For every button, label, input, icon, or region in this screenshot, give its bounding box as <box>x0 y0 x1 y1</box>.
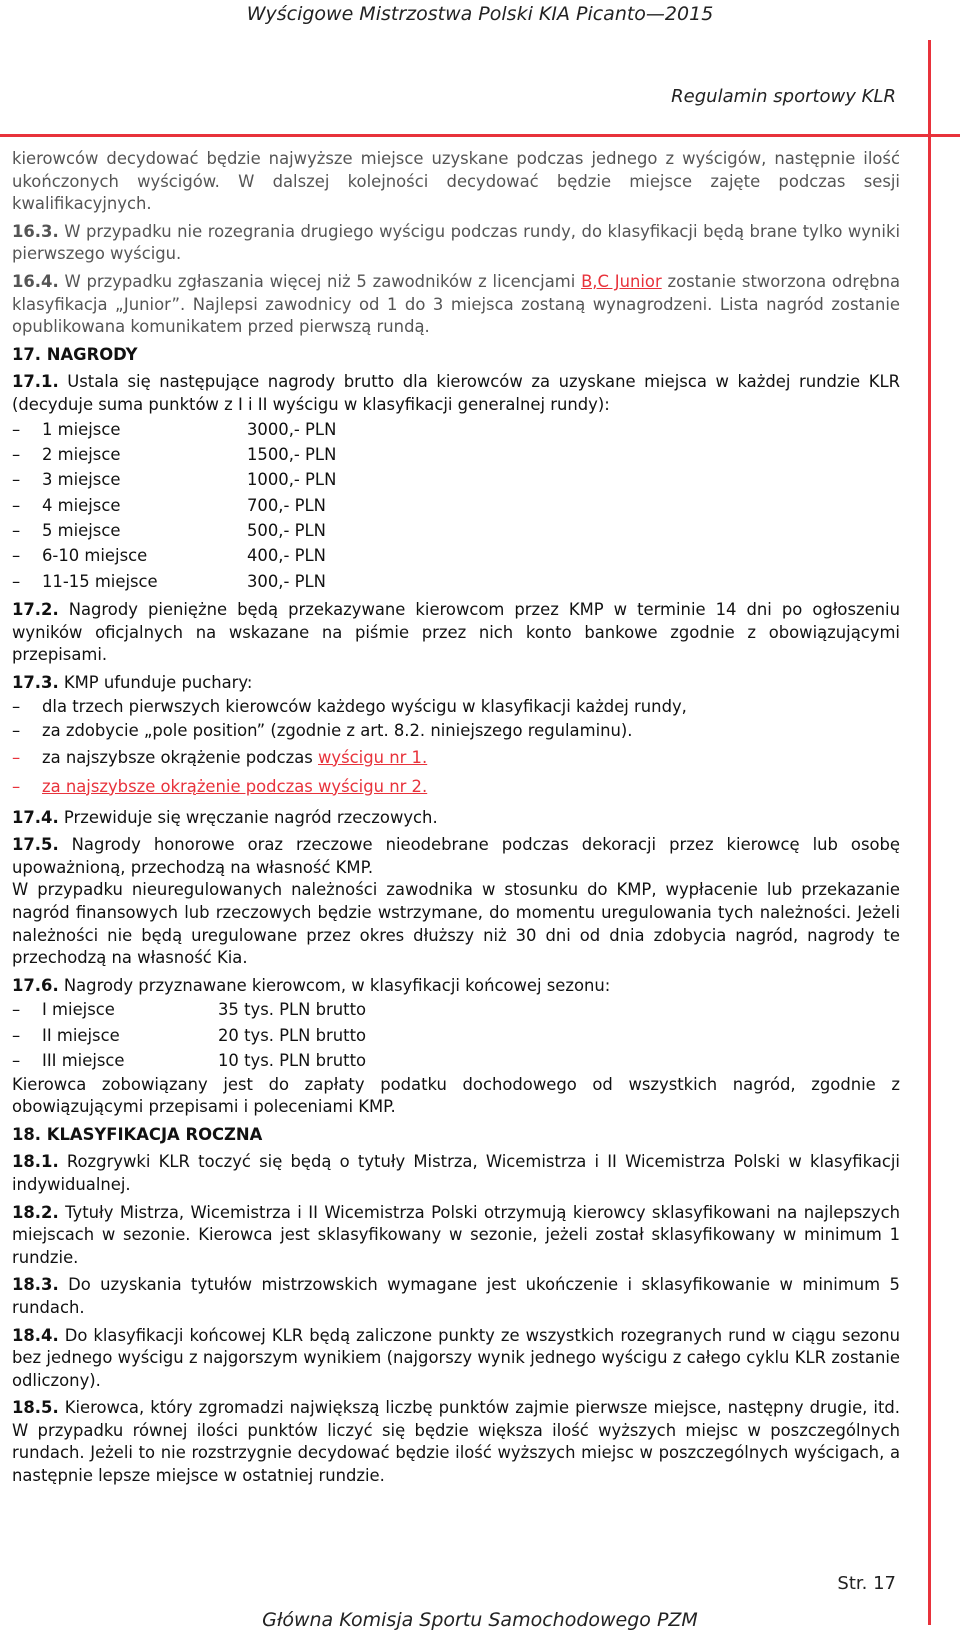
paragraph-text: KMP ufunduje puchary: <box>58 673 253 693</box>
paragraph-text: Kierowca, który zgromadzi największą liczbę punktów zajmie pierwsze miejsce, następny drugie, itd. W przypadku równej ilości punktów liczyć się będzie większa ilość wyższych miejsc w poszczególnych rundach. Jeżeli to nie rozstrzygnie decydować będzie ilość wyższych miejsc w poszczególnych wyścigach, a następnie lepsze miejsce w ostatniej rundzie. <box>12 1398 900 1486</box>
list-item <box>12 772 900 802</box>
list-item <box>12 719 900 744</box>
junior-license-link[interactable]: B,C Junior <box>581 271 662 291</box>
document-body <box>12 148 900 1493</box>
red-horizontal-rule <box>0 134 960 137</box>
dash-bullet-icon: – <box>12 546 21 566</box>
paragraph-18-2 <box>12 1202 900 1270</box>
paragraph-text: Nagrody przyznawane kierowcom, w klasyfikacji końcowej sezonu: <box>58 975 611 995</box>
paragraph-16-4 <box>12 271 900 339</box>
paragraph-16-3 <box>12 221 900 266</box>
dash-bullet-icon: – <box>12 521 21 541</box>
paragraph-text: zostanie stworzona odrębna klasyfikacja „Junior”. Najlepsi zawodnicy od 1 do 3 miejsca zostaną wynagrodzeni. Lista nagród zostanie opublikowana komunikatem przed pierwszą rundą. <box>12 271 901 337</box>
paragraph-text: Do klasyfikacji końcowej KLR będą zaliczone punkty ze wszystkich rozegranych rund w ciągu sezonu bez jednego wyścigu z najgorszym wynikiem (najgorszy wynik jednego wyścigu z całego cyklu KLR zostanie odliczony). <box>12 1325 900 1390</box>
prize-place: 5 miejsce <box>42 521 121 541</box>
list-item <box>12 518 900 543</box>
dash-bullet-icon: – <box>12 1000 21 1020</box>
cup-item: za zdobycie „pole position” (zgodnie z art. 8.2. niniejszego regulaminu). <box>42 721 633 741</box>
list-item <box>12 997 900 1022</box>
section-number: 18.5. <box>12 1398 59 1418</box>
prize-amount: 1000,- PLN <box>247 470 337 490</box>
paragraph-text: Ustala się następujące nagrody brutto dla kierowców za uzyskane miejsca w każdej rundzie KLR (decyduje suma punktów z I i II wyścigu w klasyfikacji generalnej rundy): <box>12 372 900 414</box>
prize-place: 4 miejsce <box>42 495 121 515</box>
paragraph-17-2 <box>12 599 900 667</box>
dash-bullet-icon: – <box>12 495 21 515</box>
paragraph-text: W przypadku zgłaszania więcej niż 5 zawodników z licencjami <box>58 271 582 291</box>
paragraph-17-6 <box>12 975 900 998</box>
prize-place: II miejsce <box>42 1025 120 1045</box>
document-header-title: Wyścigowe Mistrzostwa Polski KIA Picanto—2015 <box>246 3 714 25</box>
prize-amount: 300,- PLN <box>247 571 326 591</box>
list-item <box>12 467 900 492</box>
prize-amount: 35 tys. PLN brutto <box>218 1000 367 1020</box>
paragraph-17-3 <box>12 672 900 695</box>
dash-bullet-icon: – <box>12 444 21 464</box>
section-heading-17: 17. NAGRODY <box>12 344 138 364</box>
list-item <box>12 744 900 772</box>
paragraph-17-5-continued: W przypadku nieuregulowanych należności zawodnika w stosunku do KMP, wypłacenie lub przekazanie nagród finansowych lub rzeczowych będzie wstrzymane, do momentu uregulowania tych należności. Jeżeli należności nie będą uregulowane przez okres dłuższy niż 30 dni od dnia zdobycia nagród, nagrody te przechodzą na własność Kia. <box>12 880 900 968</box>
section-number: 17.1. <box>12 372 59 392</box>
dash-bullet-icon: – <box>12 696 21 716</box>
prize-place: 11-15 miejsce <box>42 571 158 591</box>
dash-bullet-icon: – <box>12 419 21 439</box>
section-number: 17.2. <box>12 600 59 620</box>
paragraph-18-5 <box>12 1397 900 1487</box>
dash-bullet-icon: – <box>12 571 21 591</box>
paragraph-18-1 <box>12 1151 900 1196</box>
paragraph-18-4 <box>12 1325 900 1393</box>
list-item <box>12 1048 900 1073</box>
section-number: 17.4. <box>12 807 59 827</box>
cup-item: dla trzech pierwszych kierowców każdego wyścigu w klasyfikacji każdej rundy, <box>42 696 687 716</box>
prize-amount: 1500,- PLN <box>247 444 337 464</box>
prize-amount: 3000,- PLN <box>247 419 337 439</box>
prize-place: III miejsce <box>42 1051 125 1071</box>
section-number: 17.6. <box>12 975 59 995</box>
paragraph-18-3 <box>12 1274 900 1319</box>
section-heading-18: 18. KLASYFIKACJA ROCZNA <box>12 1124 263 1144</box>
paragraph-17-6-continued: Kierowca zobowiązany jest do zapłaty podatku dochodowego od wszystkich nagród, zgodnie z obowiązującymi przepisami i poleceniami KMP. <box>12 1074 900 1117</box>
list-item <box>12 695 900 720</box>
red-vertical-rule <box>928 40 931 1625</box>
prize-amount: 20 tys. PLN brutto <box>218 1025 367 1045</box>
section-number: 16.4. <box>12 271 59 291</box>
prize-place: 2 miejsce <box>42 444 121 464</box>
dash-bullet-icon: – <box>12 776 21 796</box>
prize-amount: 10 tys. PLN brutto <box>218 1051 367 1071</box>
prize-place: 6-10 miejsce <box>42 546 148 566</box>
list-item <box>12 493 900 518</box>
list-item <box>12 442 900 467</box>
section-number: 17.3. <box>12 673 59 693</box>
section-number: 17.5. <box>12 835 59 855</box>
paragraph-17-4 <box>12 807 900 830</box>
paragraph-17-5 <box>12 834 900 879</box>
section-number: 18.3. <box>12 1275 59 1295</box>
prize-place: 3 miejsce <box>42 470 121 490</box>
dash-bullet-icon: – <box>12 721 21 741</box>
paragraph-17-1 <box>12 371 900 416</box>
document-header-subtitle: Regulamin sportowy KLR <box>671 86 896 107</box>
dash-bullet-icon: – <box>12 470 21 490</box>
section-number: 18.2. <box>12 1202 59 1222</box>
paragraph-text: Do uzyskania tytułów mistrzowskich wymagane jest ukończenie i sklasyfikowanie w minimum 5 rundach. <box>12 1275 900 1317</box>
prize-amount: 400,- PLN <box>247 546 326 566</box>
prize-place: 1 miejsce <box>42 419 121 439</box>
section-number: 18.1. <box>12 1152 59 1172</box>
season-prize-list <box>12 997 900 1073</box>
paragraph-text: Tytuły Mistrza, Wicemistrza i II Wicemistrza Polski otrzymują kierowcy sklasyfikowani na najlepszych miejscach w sezonie. Kierowca jest sklasyfikowany w sezonie, jeżeli został sklasyfikowany w minimum 1 rundzie. <box>12 1202 900 1267</box>
paragraph-continuation: kierowców decydować będzie najwyższe miejsce uzyskane podczas jednego z wyścigów, następnie ilość ukończonych wyścigów. W dalszej kolejności decydować będzie miejsce zajęte podczas sesji kwalifikacyjnych. <box>12 149 900 214</box>
paragraph-text: Przewiduje się wręczanie nagród rzeczowych. <box>58 807 438 827</box>
cup-item: za najszybsze okrążenie podczas <box>42 747 318 767</box>
paragraph-text: Nagrody honorowe oraz rzeczowe nieodebrane podczas dekoracji przez kierowcę lub osobę upoważnioną, przechodzą na własność KMP. <box>12 835 900 877</box>
dash-bullet-icon: – <box>12 1051 21 1071</box>
list-item <box>12 543 900 568</box>
prize-amount: 500,- PLN <box>247 521 326 541</box>
dash-bullet-icon: – <box>12 1025 21 1045</box>
prize-place: I miejsce <box>42 1000 115 1020</box>
list-item <box>12 569 900 594</box>
prize-amount: 700,- PLN <box>247 495 326 515</box>
race-1-link[interactable]: wyścigu nr 1. <box>318 747 428 767</box>
race-2-link[interactable]: za najszybsze okrążenie podczas wyścigu nr 2. <box>42 776 428 796</box>
page-number: Str. 17 <box>837 1573 896 1594</box>
round-prize-list <box>12 417 900 595</box>
cups-list <box>12 695 900 802</box>
list-item <box>12 1023 900 1048</box>
section-number: 16.3. <box>12 221 59 241</box>
paragraph-text: W przypadku nie rozegrania drugiego wyścigu podczas rundy, do klasyfikacji będą brane tylko wyniki pierwszego wyścigu. <box>12 221 900 264</box>
dash-bullet-icon: – <box>12 747 21 767</box>
paragraph-text: Nagrody pieniężne będą przekazywane kierowcom przez KMP w terminie 14 dni po ogłoszeniu wyników oficjalnych na wskazane na piśmie przez nich konto bankowe zgodnie z obowiązującymi przepisami. <box>12 600 900 665</box>
list-item <box>12 417 900 442</box>
paragraph-text: Rozgrywki KLR toczyć się będą o tytuły Mistrza, Wicemistrza i II Wicemistrza Polski w klasyfikacji indywidualnej. <box>12 1152 900 1194</box>
document-footer: Główna Komisja Sportu Samochodowego PZM <box>262 1609 698 1631</box>
section-number: 18.4. <box>12 1325 59 1345</box>
